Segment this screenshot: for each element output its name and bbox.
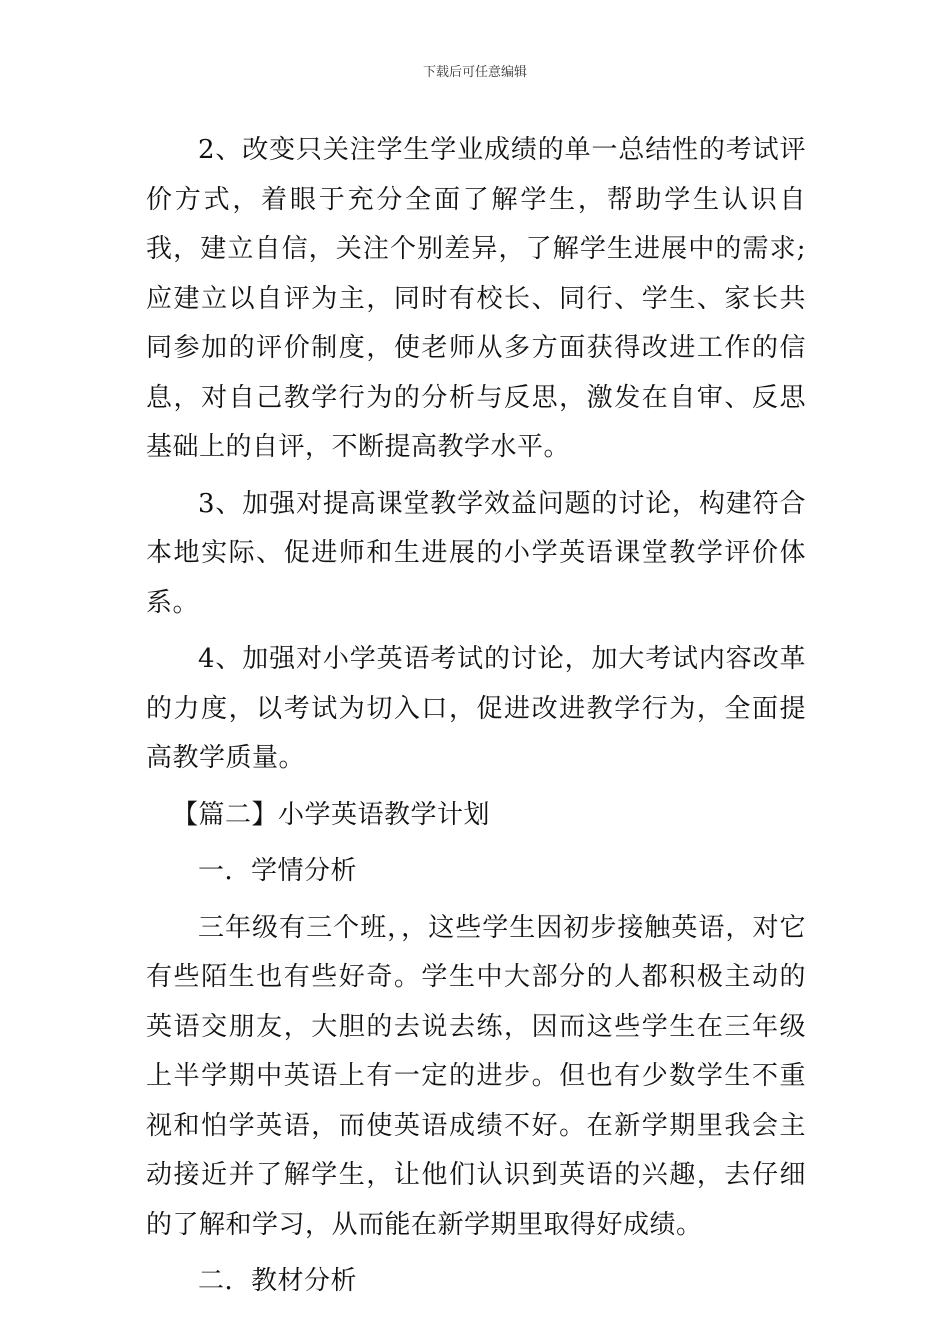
subheading-student-analysis: 一．学情分析 [198, 856, 358, 886]
page-header: 下载后可任意编辑 [422, 65, 527, 80]
document-body [146, 126, 806, 1307]
paragraph-exam-reform: 4、加强对小学英语考试的讨论，加大考试内容改革的力度，以考试为切入口，促进改进教学行为，全面提高教学质量。 [146, 644, 806, 773]
paragraph-classroom-evaluation: 3、加强对提高课堂教学效益问题的讨论，构建符合本地实际、促进师和生进展的小学英语课堂教学评价体系。 [146, 488, 806, 618]
paragraph-student-analysis: 三年级有三个班，，这些学生因初步接触英语，对它有些陌生也有些好奇。学生中大部分的人都积极主动的英语交朋友，大胆的去说去练，因而这些学生在三年级上半学期中英语上有一定的进步。但也有少数学生不重视和怕学英语，而使英语成绩不好。在新学期里我会主动接近并了解学生，让他们认识到英语的兴趣，去仔细的了解和学习，从而能在新学期里取得好成绩。 [146, 912, 806, 1240]
paragraph-evaluation-reform: 2、改变只关注学生学业成绩的单一总结性的考试评价方式，着眼于充分全面了解学生，帮助学生认识自我，建立自信，关注个别差异，了解学生进展中的需求;应建立以自评为主，同时有校长、同行、学生、家长共同参加的评价制度，使老师从多方面获得改进工作的信息，对自己教学行为的分析与反思，激发在自审、反思基础上的自评，不断提高教学水平。 [146, 135, 806, 462]
section-heading-part-two: 【篇二】小学英语教学计划 [172, 799, 491, 830]
subheading-textbook-analysis: 二．教材分析 [198, 1266, 358, 1296]
